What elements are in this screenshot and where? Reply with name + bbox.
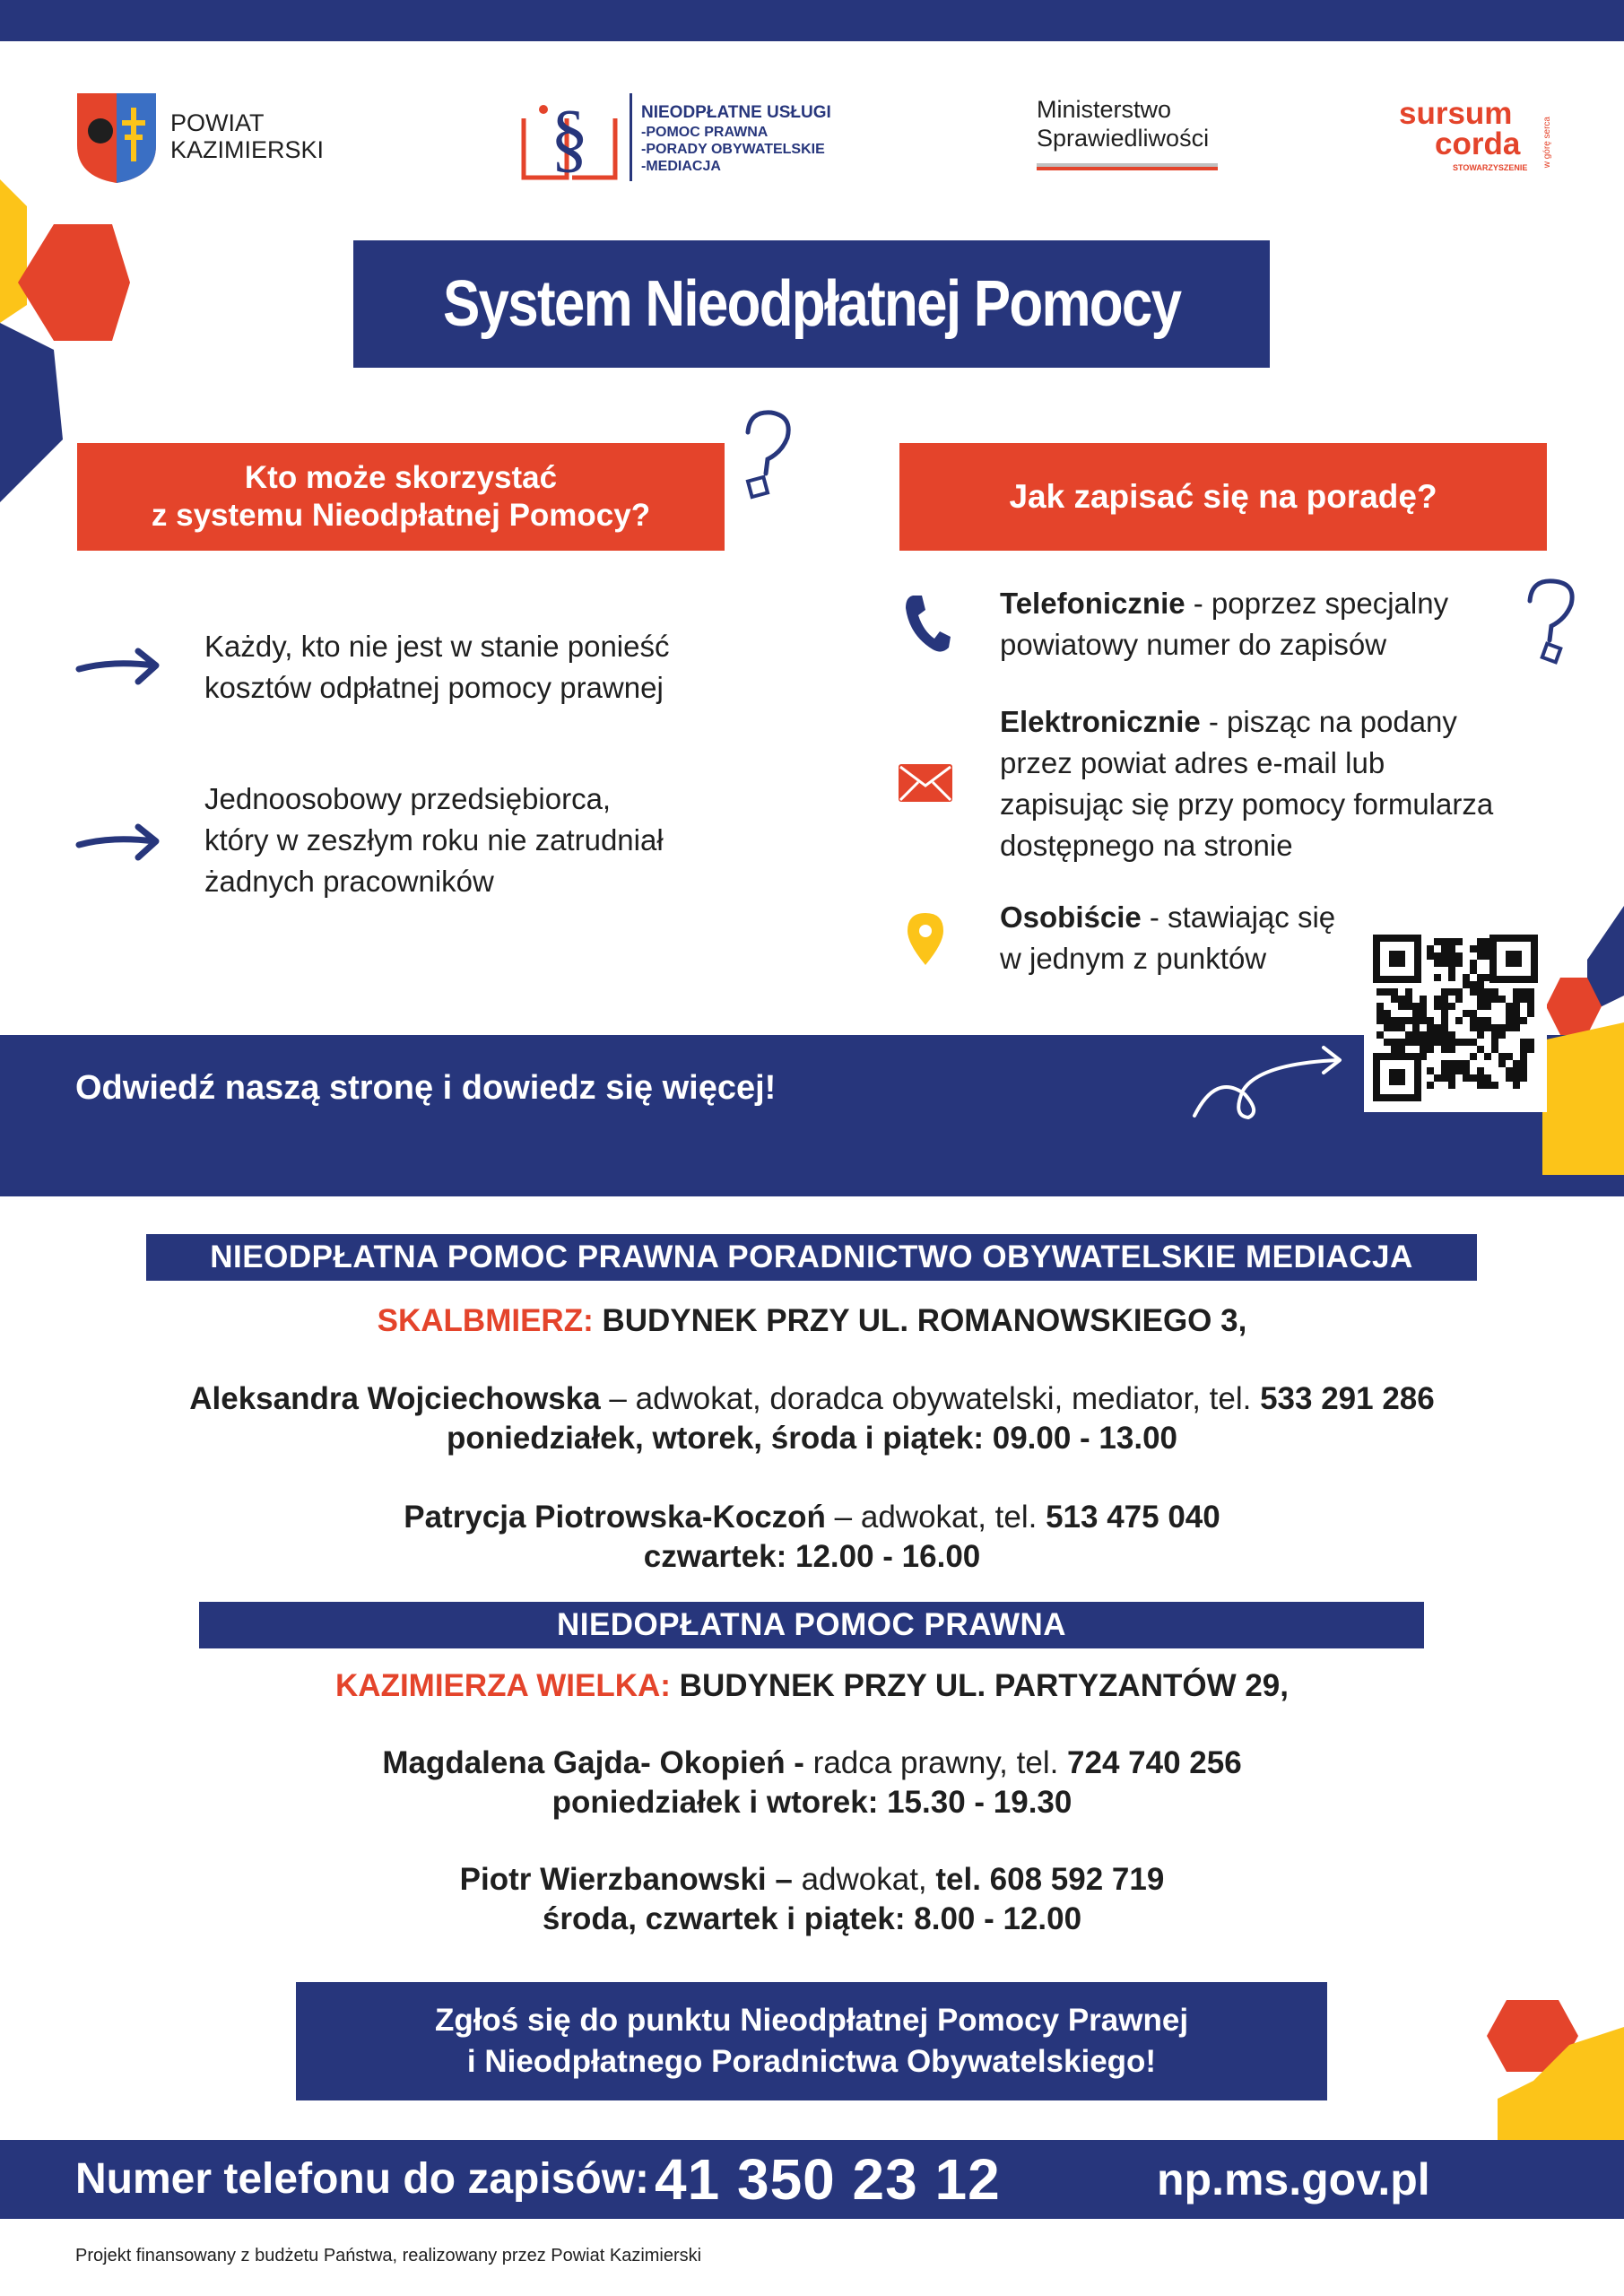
signup-person-rest: - stawiając się (1141, 900, 1336, 934)
person-name: Patrycja Piotrowska-Koczoń (404, 1500, 826, 1535)
person-phone: 533 291 286 (1260, 1381, 1435, 1416)
left-heading-line2: z systemu Nieodpłatnej Pomocy? (151, 498, 651, 533)
cta-line2: i Nieodpłatnego Poradnictwa Obywatelskiego! (466, 2044, 1157, 2079)
signup-email-line4: dostępnego na stronie (1000, 829, 1293, 862)
footer-site-link[interactable]: np.ms.gov.pl (1157, 2154, 1430, 2205)
person-role: – adwokat, doradca obywatelski, mediator, tel. (600, 1381, 1261, 1416)
banner-text: Odwiedź naszą stronę i dowiedz się więcej! (75, 1069, 777, 1107)
left-item-2-line1: Jednoosobowy przedsiębiorca, (204, 782, 612, 815)
question-mark-icon (737, 405, 800, 504)
left-item-1-line1: Każdy, kto nie jest w stanie ponieść (204, 630, 670, 663)
person-role: radca prawny, tel. (803, 1745, 1068, 1780)
envelope-icon (899, 764, 952, 802)
left-item-1 (204, 626, 707, 709)
signup-person-bold: Osobiście (1000, 900, 1142, 934)
person-hours: poniedziałek i wtorek: 15.30 - 19.30 (551, 1785, 1073, 1820)
person-phone: 724 740 256 (1067, 1745, 1242, 1780)
main-title-box (353, 240, 1270, 368)
right-heading: Jak zapisać się na poradę? (1009, 478, 1437, 515)
logo-nieodplatne-item: -PORADY OBYWATELSKIE (641, 142, 825, 157)
logo-nieodplatne-title: NIEODPŁATNE USŁUGI (641, 103, 831, 122)
person-phone: 513 475 040 (1046, 1500, 1220, 1535)
person-phone: tel. 608 592 719 (935, 1862, 1165, 1897)
logo-sursum-line1: sursum (1399, 96, 1513, 131)
person-name: Piotr Wierzbanowski – (459, 1862, 793, 1897)
person-hours: poniedziałek, wtorek, środa i piątek: 09.00 - 13.00 (446, 1421, 1178, 1456)
logo-sursum-sub: STOWARZYSZENIE (1453, 163, 1528, 172)
logo-sursum-line2: corda (1435, 126, 1521, 161)
signup-email-line3: zapisując się przy pomocy formularza (1000, 787, 1494, 821)
left-item-2-line3: żadnych pracowników (204, 865, 494, 898)
credit-text: Projekt finansowany z budżetu Państwa, realizowany przez Powiat Kazimierski (75, 2246, 702, 2266)
signup-phone-rest: - poprzez specjalny (1185, 587, 1449, 620)
section1-location-address: BUDYNEK PRZY UL. ROMANOWSKIEGO 3, (593, 1303, 1247, 1338)
signup-email-bold: Elektronicznie (1000, 705, 1201, 738)
left-item-2-line2: który w zeszłym roku nie zatrudniał (204, 823, 664, 857)
coat-of-arms-icon (75, 91, 158, 185)
section2-header: NIEDOPŁATNA POMOC PRAWNA (556, 1607, 1067, 1642)
section2-person-1 (0, 1744, 1624, 1822)
paragraph-book-icon (520, 91, 619, 185)
right-heading-box (899, 443, 1547, 551)
person-role: – adwokat, tel. (825, 1500, 1046, 1535)
cta-box (296, 1982, 1327, 2100)
signup-phone-line2: powiatowy numer do zapisów (1000, 628, 1387, 661)
section1-person-1 (0, 1379, 1624, 1458)
signup-person-line2: w jednym z punktów (1000, 942, 1267, 975)
svg-text:§: § (550, 94, 589, 180)
section2-person-2 (0, 1860, 1624, 1939)
logo-sursum-corda (1399, 96, 1560, 188)
logo-nieodplatne-item: -POMOC PRAWNA (641, 125, 769, 140)
section1-person-2 (0, 1498, 1624, 1577)
signup-phone (1000, 583, 1502, 665)
arrow-right-icon (75, 820, 161, 865)
logo-nieodplatne (520, 91, 897, 185)
person-name: Magdalena Gajda- Okopień - (382, 1745, 804, 1780)
logo-powiat-line1: POWIAT (170, 109, 265, 136)
cta-line1: Zgłoś się do punktu Nieodpłatnej Pomocy Prawnej (434, 2003, 1189, 2038)
footer-phone[interactable]: 41 350 23 12 (655, 2147, 1001, 2212)
logo-nieodplatne-item: -MEDIACJA (641, 159, 721, 174)
logo-ministerstwo (1037, 95, 1225, 181)
left-heading-line1: Kto może skorzystać (244, 460, 558, 495)
section1-location-city: SKALBMIERZ: (377, 1303, 594, 1338)
person-role: adwokat, (792, 1862, 936, 1897)
section2-header-box (199, 1602, 1424, 1648)
signup-phone-bold: Telefonicznie (1000, 587, 1185, 620)
left-heading-box (77, 443, 725, 551)
logo-powiat (75, 91, 344, 185)
logo-powiat-line2: KAZIMIERSKI (170, 136, 325, 163)
section2-location-address: BUDYNEK PRZY UL. PARTYZANTÓW 29, (670, 1668, 1289, 1703)
question-mark-icon (1521, 574, 1584, 667)
main-title: System Nieodpłatnej Pomocy (442, 268, 1181, 340)
decor-hexagons-bottom (1480, 1991, 1624, 2152)
arrow-right-icon (75, 644, 161, 689)
section2-location (0, 1666, 1624, 1706)
left-item-1-line2: kosztów odpłatnej pomocy prawnej (204, 671, 664, 704)
top-bar (0, 0, 1624, 41)
person-name: Aleksandra Wojciechowska (189, 1381, 601, 1416)
signup-email (1000, 701, 1520, 866)
person-hours: czwartek: 12.00 - 16.00 (643, 1539, 981, 1574)
section1-header: NIEODPŁATNA POMOC PRAWNA PORADNICTWO OBYWATELSKIE MEDIACJA (210, 1239, 1413, 1274)
person-hours: środa, czwartek i piątek: 8.00 - 12.00 (542, 1901, 1082, 1936)
signup-person (1000, 897, 1359, 979)
signup-email-rest: - pisząc na podany (1200, 705, 1457, 738)
section1-header-box (146, 1234, 1477, 1281)
logo-sursum-tag: w górę serca (1542, 117, 1552, 169)
curly-arrow-icon (1189, 1040, 1350, 1123)
location-pin-icon (906, 911, 945, 967)
logo-ministerstwo-line1: Ministerstwo (1037, 96, 1172, 123)
section2-location-city: KAZIMIERZA WIELKA: (335, 1668, 671, 1703)
signup-email-line2: przez powiat adres e-mail lub (1000, 746, 1385, 779)
qr-code-icon (1364, 922, 1547, 1112)
footer-label: Numer telefonu do zapisów: (75, 2155, 650, 2203)
section1-location (0, 1301, 1624, 1341)
qr-code[interactable] (1364, 922, 1547, 1112)
left-item-2 (204, 778, 707, 902)
logo-ministerstwo-line2: Sprawiedliwości (1037, 125, 1210, 152)
phone-icon (900, 592, 951, 655)
